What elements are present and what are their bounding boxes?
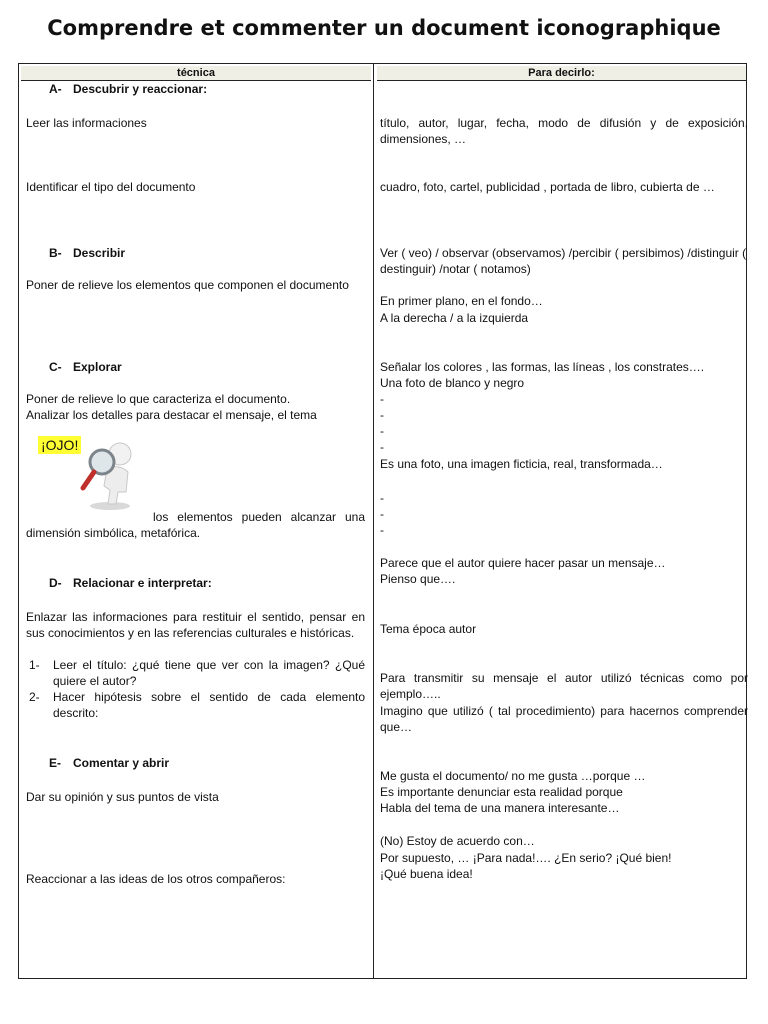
reaccionar-ideas: Reaccionar a las ideas de los otros compañeros: [26,872,286,886]
section-letter: D- [49,576,62,590]
list-text: Hacer hipótesis sobre el sentido de cada elemento descrito: [53,690,365,720]
section-title: Descubrir y reaccionar: [73,82,208,96]
ver-observar: Ver ( veo) / observar (observamos) /percibir ( persibimos) /distinguir ( destinguir) /notar ( notamos) [380,246,747,276]
elementos-simbolica: los elementos pueden alcanzar una dimensión simbólica, metafórica. [26,510,365,540]
poner-de-relieve-elementos: Poner de relieve los elementos que componen el documento [26,278,349,292]
foto-blanco-negro: Una foto de blanco y negro [380,376,525,390]
section-a-heading [49,81,359,97]
estoy-de-acuerdo: (No) Estoy de acuerdo con… [380,834,535,848]
senalar-colores: Señalar los colores , las formas, las líneas , los constrates…. [380,360,705,374]
poner-de-relieve-caracteriza: Poner de relieve lo que caracteriza el documento. [26,392,291,406]
cuadro-foto-cartel: cuadro, foto, cartel, publicidad , portada de libro, cubierta de … [380,180,715,194]
que-buena-idea: ¡Qué buena idea! [380,867,473,881]
dash-item: - [380,408,384,422]
section-title: Comentar y abrir [73,756,170,770]
dar-opinion: Dar su opinión y sus puntos de vista [26,790,219,804]
magnifying-glass-figure-icon [80,440,144,512]
section-b-heading [49,245,359,261]
dash-item: - [380,491,384,505]
imagino-que: Imagino que utilizó ( tal procedimiento) para hacernos comprender que… [380,704,748,734]
por-supuesto: Por supuesto, … ¡Para nada!…. ¿En serio? ¡Qué bien! [380,851,672,865]
header-tecnica: técnica [21,66,371,81]
enlazar-informaciones: Enlazar las informaciones para restituir el sentido, pensar en sus conocimientos y en las referencias culturales e históricas. [26,610,365,640]
section-title: Describir [73,246,126,260]
dash-item: - [380,424,384,438]
dash-item: - [380,392,384,406]
parece-que: Parece que el autor quiere hacer pasar un mensaje… [380,556,666,570]
column-divider [373,64,374,978]
list-number: 1- [29,658,40,672]
para-transmitir: Para transmitir su mensaje el autor utilizó técnicas como por ejemplo….. [380,671,748,701]
dash-item: - [380,440,384,454]
habla-del-tema: Habla del tema de una manera interesante… [380,801,620,815]
technique-table [18,63,747,979]
es-importante: Es importante denunciar esta realidad porque [380,785,623,799]
titulo-autor-lugar: título, autor, lugar, fecha, modo de difusión y de exposición, dimensiones, … [380,116,748,146]
section-letter: B- [49,246,62,260]
me-gusta: Me gusta el documento/ no me gusta …porque … [380,769,646,783]
tema-epoca-autor: Tema época autor [380,622,477,636]
leer-informaciones: Leer las informaciones [26,116,147,130]
section-title: Relacionar e interpretar: [73,576,212,590]
list-item [26,657,365,689]
section-title: Explorar [73,360,122,374]
pienso-que: Pienso que…. [380,572,456,586]
analizar-detalles: Analizar los detalles para destacar el mensaje, el tema [26,408,317,422]
list-item [26,689,365,721]
list-number: 2- [29,690,40,704]
section-letter: E- [49,756,61,770]
derecha-izquierda: A la derecha / a la izquierda [380,311,529,325]
section-letter: A- [49,82,62,96]
ojo-highlight: ¡OJO! [38,436,81,454]
section-d-heading [49,575,359,591]
identificar-tipo: Identificar el tipo del documento [26,180,196,194]
page-title: Comprendre et commenter un document iconographique [47,16,721,40]
dash-item: - [380,523,384,537]
section-c-heading [49,359,359,375]
dash-item: - [380,507,384,521]
section-letter: C- [49,360,62,374]
es-una-foto: Es una foto, una imagen ficticia, real, transformada… [380,457,663,471]
primer-plano: En primer plano, en el fondo… [380,294,543,308]
section-e-heading [49,755,359,771]
list-text: Leer el título: ¿qué tiene que ver con la imagen? ¿Qué quiere el autor? [53,658,365,688]
header-para-decirlo: Para decirlo: [377,66,746,81]
